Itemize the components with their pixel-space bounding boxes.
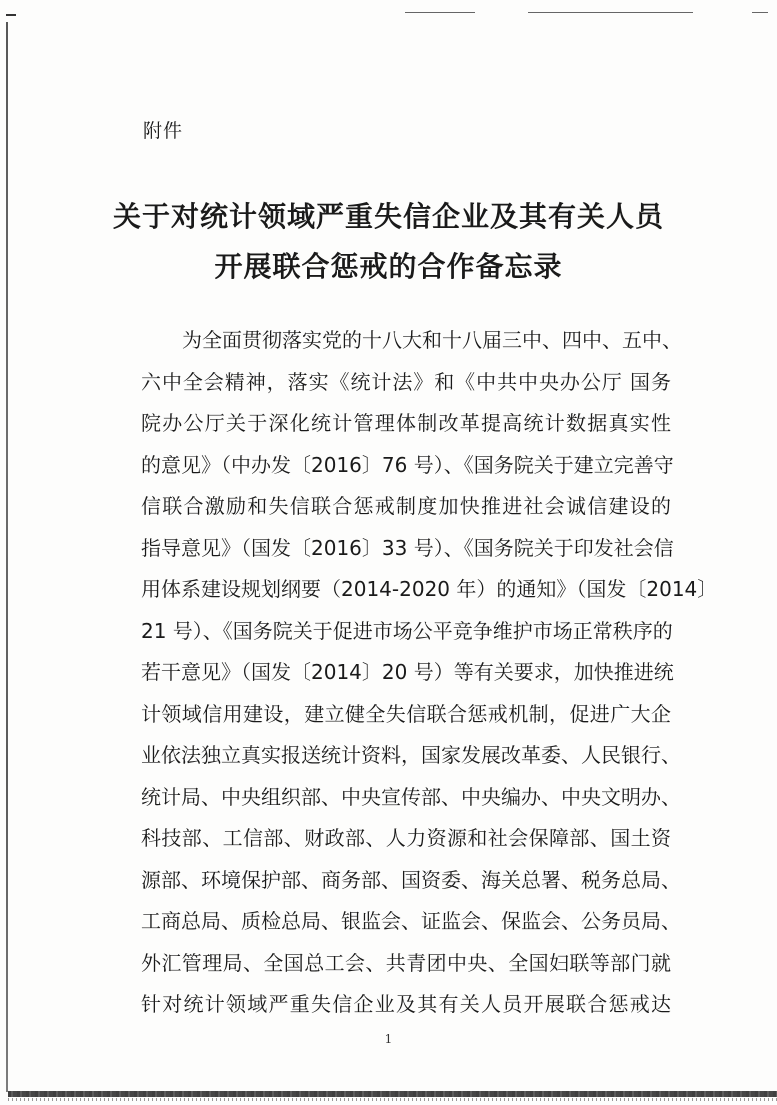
body-line: 若干意见》（国发〔2014〕20 号）等有关要求，加快推进统 [141,660,674,684]
body-line: 针对统计领域严重失信企业及其有关人员开展联合惩戒达 [141,992,671,1016]
body-line: 为全面贯彻落实党的十八大和十八届三中、四中、五中、 [182,328,682,352]
scan-left-edge [6,22,8,1092]
body-line: 源部、环境保护部、商务部、国资委、海关总署、税务总局、 [141,867,681,892]
scan-top-line [752,12,768,13]
scan-edge-mark [6,14,16,16]
body-line: 的意见》（中办发〔2016〕76 号）、《国务院关于建立完善守 [141,452,674,477]
body-line: 计领域信用建设，建立健全失信联合惩戒机制，促进广大企 [141,701,671,726]
body-line: 指导意见》（国发〔2016〕33 号）、《国务院关于印发社会信 [141,535,674,560]
body-line: 业依法独立真实报送统计资料，国家发展改革委、人民银行、 [141,743,681,767]
title-line-2: 开展联合惩戒的合作备忘录 [214,250,563,283]
scan-bottom-noise [8,1098,777,1101]
body-line: 六中全会精神，落实《统计法》和《中共中央办公厅 国务 [141,369,671,394]
scan-top-line [405,12,475,13]
page-number: 1 [384,1032,393,1046]
body-line: 21 号）、《国务院关于促进市场公平竞争维护市场正常秩序的 [141,618,673,643]
body-line: 信联合激励和失信联合惩戒制度加快推进社会诚信建设的 [141,494,671,518]
document-body [141,320,718,1026]
scan-top-line [528,12,693,13]
title-line-1: 关于对统计领域严重失信企业及其有关人员 [112,200,664,233]
body-line: 工商总局、质检总局、银监会、证监会、保监会、公务员局、 [141,909,681,933]
attachment-label: 附件 [143,120,184,142]
body-line: 用体系建设规划纲要（2014-2020 年）的通知》（国发〔2014〕 [141,577,718,601]
body-line: 院办公厅关于深化统计管理体制改革提高统计数据真实性 [141,411,671,435]
body-line: 科技部、工信部、财政部、人力资源和社会保障部、国土资 [141,826,671,850]
body-line: 统计局、中央组织部、中央宣传部、中央编办、中央文明办、 [141,784,681,809]
document-title [0,192,777,292]
body-line: 外汇管理局、全国总工会、共青团中央、全国妇联等部门就 [141,950,671,975]
scan-bottom-edge [8,1091,777,1097]
